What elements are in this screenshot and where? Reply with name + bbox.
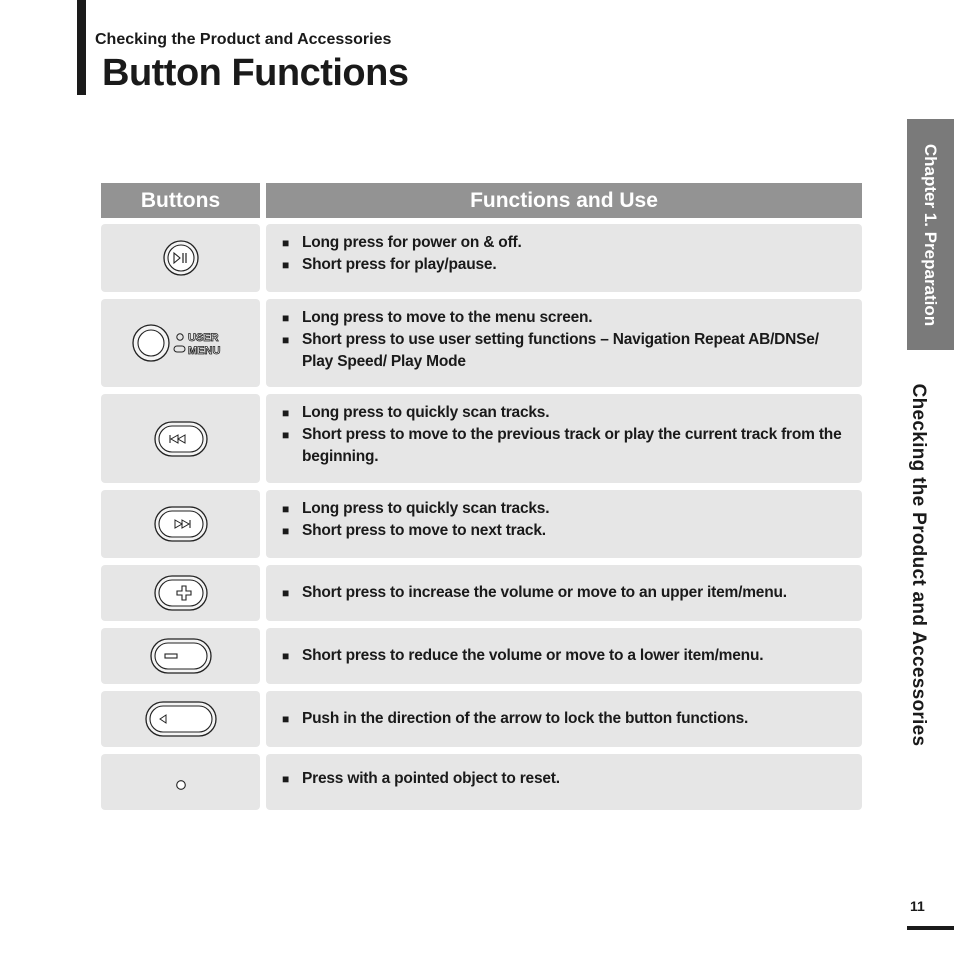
button-cell (101, 565, 260, 621)
button-cell (101, 628, 260, 684)
list-item: ■ Short press for play/pause. (282, 256, 497, 273)
side-section-label: Checking the Product and Accessories (908, 383, 929, 747)
previous-track-button-icon (153, 419, 209, 459)
button-cell (101, 490, 260, 558)
function-cell (266, 628, 862, 684)
button-cell (101, 224, 260, 292)
button-cell (101, 394, 260, 483)
function-cell (266, 565, 862, 621)
reset-hole-icon (174, 778, 188, 792)
list-item: ■ Short press to move to the previous track or play the current track from the beginning. (282, 426, 842, 465)
function-cell (266, 754, 862, 810)
table-row (101, 754, 862, 810)
list-item: ■ Long press to quickly scan tracks. (282, 500, 550, 517)
button-cell (101, 299, 260, 387)
button-cell (101, 754, 260, 810)
table-header (101, 183, 862, 218)
next-track-button-icon (153, 504, 209, 544)
list-item: ■ Long press to quickly scan tracks. (282, 404, 550, 421)
function-cell (266, 224, 862, 292)
user-menu-button-icon (131, 321, 231, 365)
table-row (101, 394, 862, 483)
chapter-tab (907, 119, 954, 350)
hold-switch-icon (144, 699, 218, 739)
page-title: Button Functions (102, 52, 409, 94)
volume-up-button-icon (153, 573, 209, 613)
table-row (101, 224, 862, 292)
header-accent-bar (77, 0, 86, 95)
function-cell (266, 691, 862, 747)
chapter-tab-label: Chapter 1. Preparation (921, 143, 940, 327)
svg-text:USER: USER (187, 332, 219, 344)
svg-text:MENU: MENU (187, 345, 220, 357)
list-item: ■ Long press to move to the menu screen. (282, 309, 593, 326)
list-item: ■ Press with a pointed object to reset. (282, 770, 560, 787)
list-item: ■ Long press for power on & off. (282, 234, 522, 251)
list-item: ■ Short press to increase the volume or move to an upper item/menu. (282, 584, 787, 601)
list-item: ■ Push in the direction of the arrow to lock the button functions. (282, 710, 749, 727)
function-cell (266, 490, 862, 558)
header-buttons: Buttons (101, 183, 260, 218)
table-row (101, 299, 862, 387)
list-item: ■ Short press to move to next track. (282, 522, 546, 539)
page-number-rule (907, 926, 954, 930)
function-cell (266, 299, 862, 387)
page-number: 11 (910, 898, 925, 914)
table-row (101, 490, 862, 558)
section-label: Checking the Product and Accessories (95, 31, 392, 48)
play-pause-button-icon (159, 238, 203, 278)
button-functions-table (101, 183, 862, 817)
table-row (101, 565, 862, 621)
volume-down-button-icon (149, 636, 213, 676)
table-row (101, 628, 862, 684)
list-item: ■ Short press to use user setting functions – Navigation Repeat AB/DNSe/ Play Speed/ Play Mode (282, 331, 819, 370)
function-cell (266, 394, 862, 483)
header-functions: Functions and Use (266, 183, 862, 218)
button-cell (101, 691, 260, 747)
list-item: ■ Short press to reduce the volume or move to a lower item/menu. (282, 647, 764, 664)
table-row (101, 691, 862, 747)
